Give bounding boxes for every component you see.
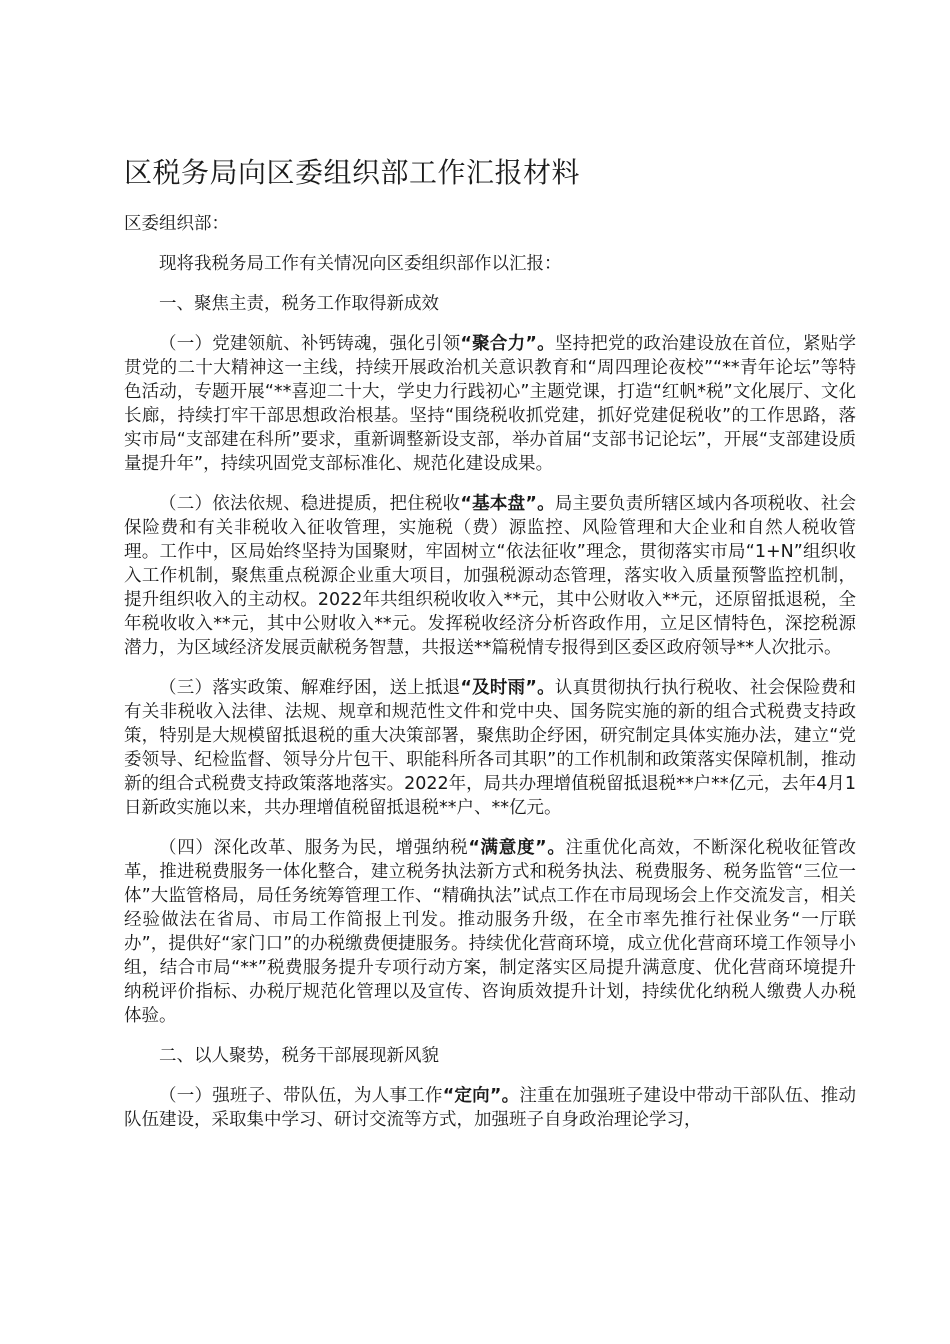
paragraph-4-body: 注重优化高效，不断深化税收征管改革，推进税费服务一体化整合，建立税务执法新方式和税务执法、税费服务、税务监管“三位一体”大监管格局，局任务统筹管理工作、“精确执法”试点工作在市局现场会上作交流发言，相关经验做法在省局、市局工作简报上刊发。推动服务升级，在全市率先推行社保业务“一厅联办”，提供好“家门口”的办税缴费便捷服务。持续优化营商环境，成立优化营商环境工作领导小组，结合市局“**”税费服务提升专项行动方案，制定落实区局提升满意度、优化营商环境提升纳税评价指标、办税厅规范化管理以及宣传、咨询质效提升计划，持续优化纳税人缴费人办税体验。: [124, 838, 857, 1026]
paragraph-3-body: 认真贯彻执行执行税收、社会保险费和有关非税收入法律、法规、规章和规范性文件和党中央、国务院实施的新的组合式税费支持政策，特别是大规模留抵退税的重大决策部署，聚焦助企纾困，研究制定具体实施办法，建立“党委领导、纪检监督、领导分片包干、职能科所各司其职”的工作机制和政策落实保障机制，推动新的组合式税费支持政策落地落实。2022年，局共办理增值税留抵退税**户**亿元，去年4月1日新政实施以来，共办理增值税留抵退税**户、**亿元。: [124, 678, 856, 818]
salutation: 区委组织部：: [124, 214, 229, 234]
document-page: [124, 150, 856, 1148]
paragraph-5-body: 注重在加强班子建设中带动干部队伍、推动队伍建设，采取集中学习、研讨交流等方式，加强班子自身政治理论学习，: [124, 1086, 856, 1130]
paragraph-5: [124, 1084, 856, 1132]
paragraph-1-lead: （一）党建领航、补钙铸魂，强化引领: [159, 334, 461, 354]
paragraph-3: [124, 676, 856, 820]
paragraph-2-lead: （二）依法依规、稳进提质，把住税收: [159, 494, 461, 514]
paragraph-4-emphasis: “满意度”。: [468, 838, 566, 858]
paragraph-2-body: 局主要负责所辖区域内各项税收、社会保险费和有关非税收入征收管理，实施税（费）源监控、风险管理和大企业和自然人税收管理。工作中，区局始终坚持为国聚财，牢固树立“依法征收”理念，贯彻落实市局“1+N”组织收入工作机制，聚焦重点税源企业重大项目，加强税源动态管理，落实收入质量预警监控机制，提升组织收入的主动权。2022年共组织税收收入**元，其中公财收入**元，还原留抵退税，全年税收收入**元，其中公财收入**元。发挥税收经济分析咨政作用，立足区情特色，深挖税源潜力，为区域经济发展贡献税务智慧，共报送**篇税情专报得到区委区政府领导**人次批示。: [124, 494, 856, 658]
section-1-heading: 一、聚焦主责，税务工作取得新成效: [159, 294, 439, 314]
paragraph-2: [124, 492, 856, 660]
paragraph-4: [124, 836, 856, 1028]
paragraph-2-emphasis: “基本盘”。: [460, 494, 555, 514]
document-title: 区税务局向区委组织部工作汇报材料: [124, 156, 581, 189]
paragraph-3-emphasis: “及时雨”。: [460, 678, 555, 698]
paragraph-1-body: 坚持把党的政治建设放在首位，紧贴学贯党的二十大精神这一主线，持续开展政治机关意识教育和“周四理论夜校”“**青年论坛”等特色活动，专题开展“**喜迎二十大，学史力行践初心”主题党课，打造“红帆*税”文化展厅、文化长廊，持续打牢干部思想政治根基。坚持“围绕税收抓党建，抓好党建促税收”的工作思路，落实市局“支部建在科所”要求，重新调整新设支部，举办首届“支部书记论坛”，开展“支部建设质量提升年”，持续巩固党支部标准化、规范化建设成果。: [124, 334, 856, 474]
intro-paragraph: 现将我税务局工作有关情况向区委组织部作以汇报：: [159, 254, 562, 274]
paragraph-3-lead: （三）落实政策、解难纾困，送上抵退: [159, 678, 461, 698]
paragraph-1: [124, 332, 856, 476]
paragraph-4-lead: （四）深化改革、服务为民，增强纳税: [159, 838, 469, 858]
section-2-heading: 二、以人聚势，税务干部展现新风貌: [159, 1046, 439, 1066]
paragraph-5-lead: （一）强班子、带队伍，为人事工作: [159, 1086, 443, 1106]
paragraph-1-emphasis: “聚合力”。: [460, 334, 555, 354]
paragraph-5-emphasis: “定向”。: [442, 1086, 520, 1106]
